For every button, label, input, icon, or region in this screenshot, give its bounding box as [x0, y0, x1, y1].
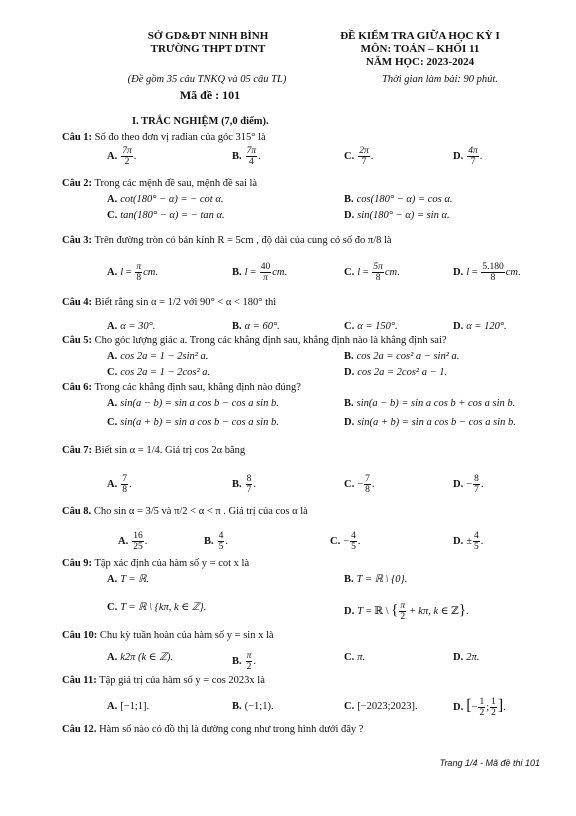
question-label: Câu 12.: [62, 724, 97, 735]
q11-option-b[interactable]: B. (−1;1).: [232, 701, 274, 712]
q3-option-b[interactable]: B. l = $\frac{40}{\pi}$ cm.: [232, 262, 288, 283]
q4-option-c[interactable]: C. α = 150°.: [344, 321, 398, 332]
q1-option-b[interactable]: B. $\frac{7\pi}{4}$ .: [232, 146, 261, 167]
q11-option-a[interactable]: A. [−1;1].: [107, 701, 150, 712]
q1-option-a[interactable]: A. $\frac{7\pi}{2}$ .: [107, 146, 137, 167]
question-3: [62, 234, 392, 247]
section-title: I. TRẮC NGHIỆM (7,0 điểm).: [132, 116, 269, 127]
question-label: Câu 3:: [62, 235, 93, 246]
q4-option-b[interactable]: B. α = 60°.: [232, 321, 280, 332]
question-text: Tập giá trị của hàm số y = cos 2023x là: [99, 675, 265, 686]
question-5: [62, 334, 447, 347]
question-text: Số đo theo đơn vị rađian của góc 315° là: [94, 132, 266, 143]
q11-option-c[interactable]: C. [−2023;2023].: [344, 701, 418, 712]
q10-option-d[interactable]: D. 2π.: [453, 652, 480, 663]
question-8: [62, 505, 308, 518]
q3-option-c[interactable]: C. l = $\frac{5\pi}{8}$ cm.: [344, 262, 400, 283]
question-label: Câu 11:: [62, 675, 97, 686]
question-text: Cho góc lượng giác a. Trong các khẳng định sau, khẳng định nào là khẳng định sai?: [94, 335, 447, 346]
header-exam-info: [300, 30, 540, 69]
exam-code: Mã đề : 101: [179, 88, 241, 102]
question-2: [62, 177, 257, 190]
question-11: [62, 674, 265, 687]
header-school-name: TRƯỜNG THPT DTNT: [150, 43, 266, 55]
question-label: Câu 9:: [62, 558, 93, 569]
question-text: Biết rằng sin α = 1/2 với 90° < α < 180° thì: [94, 297, 277, 308]
question-label: Câu 4:: [62, 297, 93, 308]
header-exam-title: ĐỀ KIỂM TRA GIỮA HỌC KỲ I: [340, 30, 500, 42]
q10-option-a[interactable]: A. k2π (k ∈ ℤ).: [107, 652, 174, 663]
q7-option-d[interactable]: D. − $\frac{8}{7}$ .: [453, 474, 484, 495]
question-label: Câu 5:: [62, 335, 93, 346]
question-text: Biết sin α = 1/4. Giá trị cos 2α bằng: [94, 445, 246, 456]
q7-option-a[interactable]: A. $\frac{7}{8}$ .: [107, 474, 132, 495]
question-text: Cho sin α = 3/5 và π/2 < α < π . Giá trị của cos α là: [93, 506, 308, 517]
question-1: [62, 131, 266, 144]
q8-option-d[interactable]: D. ± $\frac{4}{5}$ .: [453, 531, 484, 552]
q4-option-d[interactable]: D. α = 120°.: [453, 321, 507, 332]
question-4: [62, 296, 276, 309]
header-school: [108, 30, 308, 56]
q8-option-c[interactable]: C. − $\frac{4}{5}$ .: [330, 531, 361, 552]
q5-option-c[interactable]: C. cos 2a = 1 − 2cos² a.: [107, 367, 211, 378]
q6-option-b[interactable]: B. sin(a − b) = sin a cos b + cos a sin b.: [344, 398, 516, 409]
q6-option-d[interactable]: D. sin(a + b) = sin a cos b − cos a sin b.: [344, 417, 516, 428]
q9-option-a[interactable]: A. T = ℝ.: [107, 574, 150, 585]
q9-option-b[interactable]: B. T = ℝ \ {0}.: [344, 574, 408, 585]
q2-option-c[interactable]: C. tan(180° − α) = − tan α.: [107, 210, 225, 221]
question-12: [62, 723, 363, 736]
q8-option-b[interactable]: B. $\frac{4}{5}$ .: [204, 531, 229, 552]
question-label: Câu 7:: [62, 445, 93, 456]
header-time: Thời gian làm bài: 90 phút.: [382, 74, 498, 85]
question-text: Hàm số nào có đồ thị là đường cong như trong hình dưới đây ?: [99, 724, 364, 735]
q9-option-d[interactable]: D. T = ℝ \ { $\frac{\pi}{2}$ + kπ, k ∈ ℤ}.: [344, 601, 469, 622]
q7-option-c[interactable]: C. − $\frac{7}{8}$ .: [344, 474, 375, 495]
q2-option-d[interactable]: D. sin(180° − α) = sin α.: [344, 210, 450, 221]
q3-option-d[interactable]: D. l = $\frac{5.180}{8}$ cm.: [453, 262, 521, 283]
question-9: [62, 557, 249, 570]
question-label: Câu 10:: [62, 630, 98, 641]
q2-option-b[interactable]: B. cos(180° − α) = cos α.: [344, 194, 453, 205]
header-subject: MÔN: TOÁN – KHỐI 11: [360, 43, 480, 55]
page-footer: Trang 1/4 - Mã đề thi 101: [439, 758, 540, 768]
q3-option-a[interactable]: A. l = $\frac{\pi}{8}$ cm.: [107, 262, 158, 283]
q11-option-d[interactable]: D. [− $\frac{1}{2}$ ; $\frac{1}{2}$ ].: [453, 696, 506, 718]
question-label: Câu 6:: [62, 382, 93, 393]
q9-option-c[interactable]: C. T = ℝ \ {kπ, k ∈ ℤ}.: [107, 602, 207, 613]
header-note: (Đề gồm 35 câu TNKQ và 05 câu TL): [127, 74, 287, 85]
q2-option-a[interactable]: A. cot(180° − α) = − cot α.: [107, 194, 224, 205]
question-text: Chu kỳ tuần hoàn của hàm số y = sin x là: [99, 630, 274, 641]
q7-option-b[interactable]: B. $\frac{8}{7}$ .: [232, 474, 257, 495]
q8-option-a[interactable]: A. $\frac{16}{25}$ .: [118, 531, 148, 552]
q1-option-d[interactable]: D. $\frac{4\pi}{7}$ .: [453, 146, 483, 167]
q6-option-a[interactable]: A. sin(a − b) = sin a cos b − cos a sin b.: [107, 398, 279, 409]
q1-option-c[interactable]: C. $\frac{2\pi}{7}$ .: [344, 146, 374, 167]
question-text: Tập xác định của hàm số y = cot x là: [94, 558, 250, 569]
q4-option-a[interactable]: A. α = 30°.: [107, 321, 156, 332]
question-6: [62, 381, 301, 394]
q5-option-b[interactable]: B. cos 2a = cos² a − sin² a.: [344, 351, 460, 362]
q10-option-b[interactable]: B. $\frac{\pi}{2}$ .: [232, 651, 257, 672]
question-10: [62, 629, 274, 642]
question-label: Câu 8.: [62, 506, 92, 517]
question-label: Câu 1:: [62, 132, 93, 143]
question-text: Trên đường tròn có bán kính R = 5cm , độ dài của cung có số đo π/8 là: [94, 235, 392, 246]
q5-option-d[interactable]: D. cos 2a = 2cos² a − 1.: [344, 367, 448, 378]
header-department: SỞ GD&ĐT NINH BÌNH: [147, 30, 269, 42]
question-text: Trong các mệnh đề sau, mệnh đề sai là: [94, 178, 258, 189]
q6-option-c[interactable]: C. sin(a + b) = sin a cos b − cos a sin b.: [107, 417, 279, 428]
header-school-year: NĂM HỌC: 2023-2024: [365, 56, 475, 68]
question-label: Câu 2:: [62, 178, 93, 189]
q5-option-a[interactable]: A. cos 2a = 1 − 2sin² a.: [107, 351, 209, 362]
question-text: Trong các khẳng định sau, khẳng định nào đúng?: [94, 382, 301, 393]
question-7: [62, 444, 245, 457]
q10-option-c[interactable]: C. π.: [344, 652, 366, 663]
